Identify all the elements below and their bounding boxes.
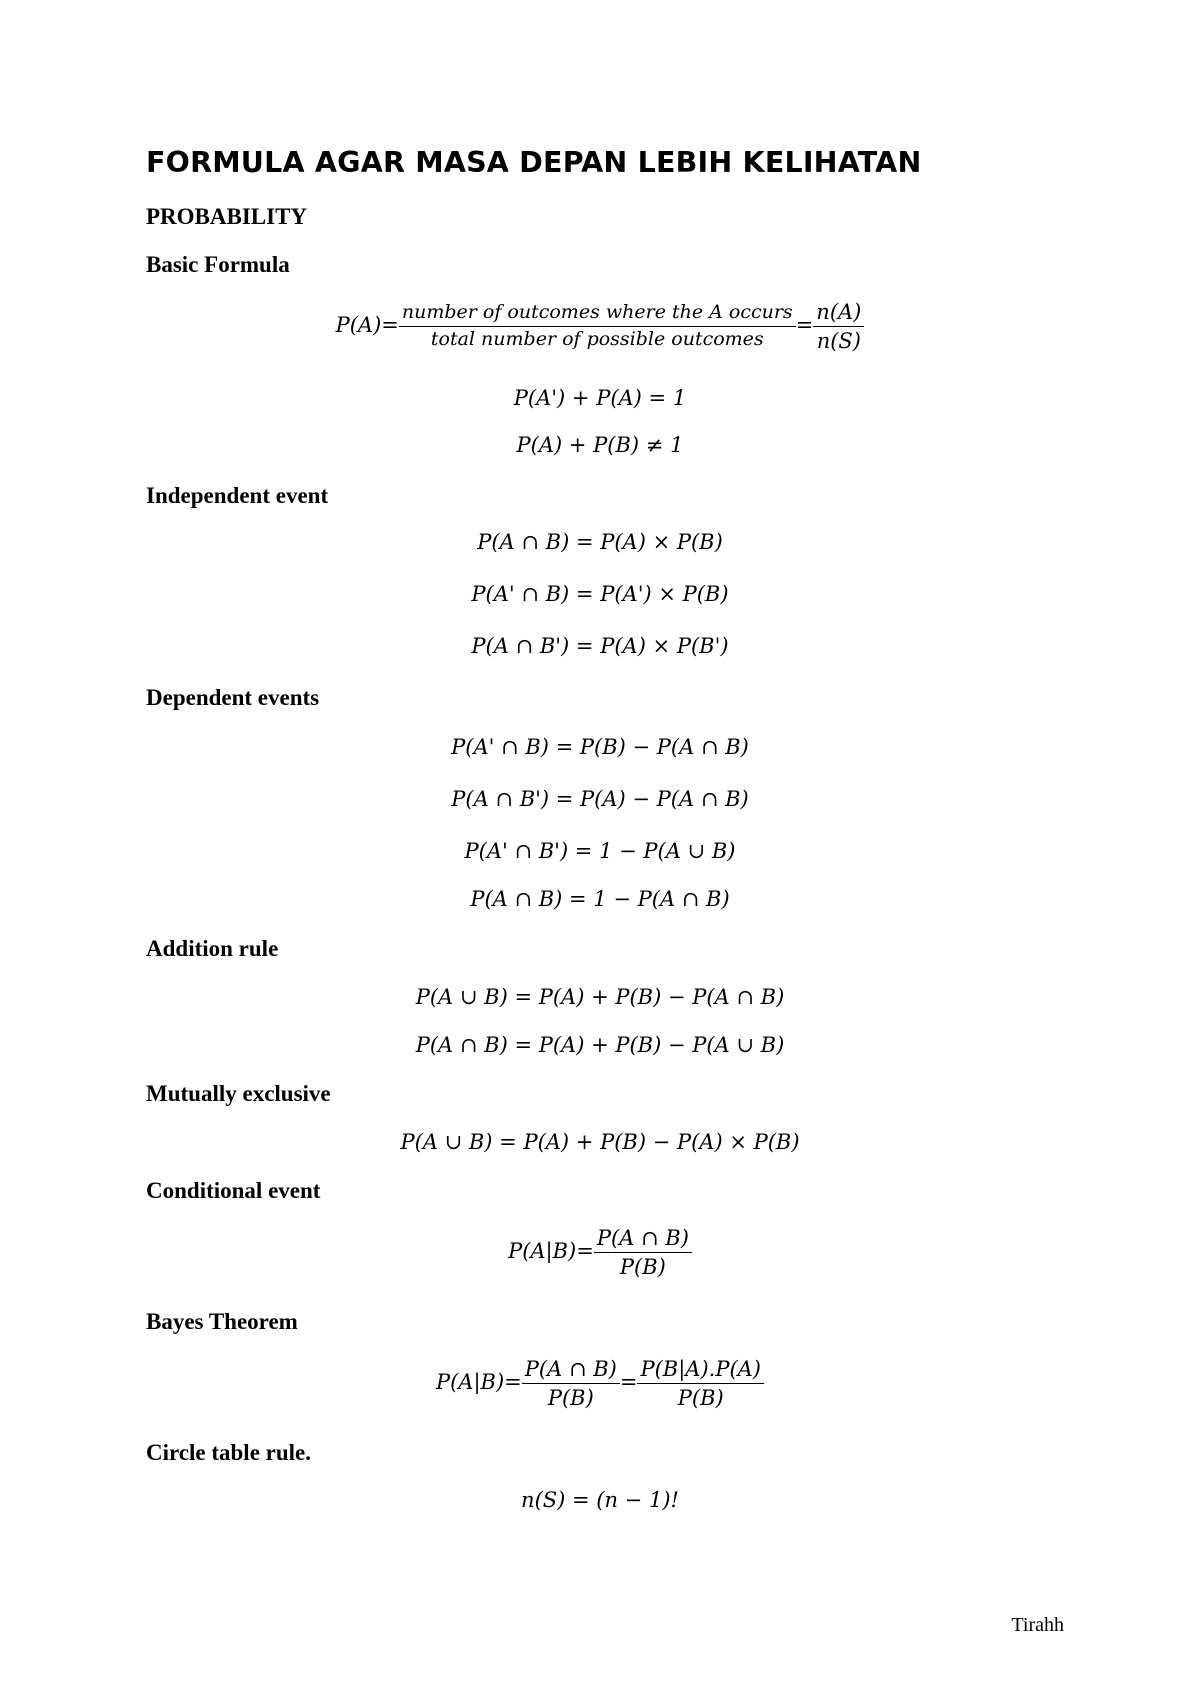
circle-table-heading: Circle table rule.	[146, 1440, 311, 1465]
fraction-denominator: P(B)	[547, 1386, 594, 1411]
fraction-numerator: P(A ∩ B)	[594, 1226, 692, 1253]
fraction-counts	[813, 300, 864, 353]
mutually-exclusive-heading: Mutually exclusive	[146, 1081, 331, 1106]
independent-heading: Independent event	[146, 483, 329, 508]
bayes-heading: Bayes Theorem	[146, 1309, 298, 1334]
fraction-denominator: P(B)	[619, 1255, 666, 1280]
footer-author: Tirahh	[1011, 1614, 1064, 1636]
fraction-outcomes	[399, 302, 796, 351]
fraction-numerator: n(A)	[813, 300, 864, 327]
fraction-numerator: P(B|A).P(A)	[637, 1357, 764, 1384]
dependent-equation-2: P(A ∩ B') = P(A) − P(A ∩ B)	[451, 787, 749, 811]
independent-equation-1: P(A ∩ B) = P(A) × P(B)	[477, 530, 723, 554]
addition-equation-2: P(A ∩ B) = P(A) + P(B) − P(A ∪ B)	[415, 1033, 785, 1057]
dependent-equation-4: P(A ∩ B) = 1 − P(A ∩ B)	[470, 887, 730, 911]
fraction-denominator: total number of possible outcomes	[430, 328, 764, 351]
complement-equation: P(A') + P(A) = 1	[513, 386, 687, 410]
conditional-equation	[0, 1226, 1200, 1279]
eq-lhs: P(A)=	[335, 313, 399, 338]
equals-sign: =	[795, 313, 814, 338]
bayes-fraction-1	[522, 1357, 620, 1410]
conditional-heading: Conditional event	[146, 1178, 321, 1203]
dependent-equation-1: P(A' ∩ B) = P(B) − P(A ∩ B)	[451, 735, 749, 759]
equals-sign: =	[619, 1370, 638, 1395]
eq-lhs: P(A|B)=	[435, 1370, 522, 1395]
independent-equation-3: P(A ∩ B') = P(A) × P(B')	[471, 634, 729, 658]
dependent-heading: Dependent events	[146, 685, 320, 710]
basic-formula-equation	[0, 300, 1200, 353]
sum-not-one-equation: P(A) + P(B) ≠ 1	[516, 433, 684, 457]
mutually-exclusive-equation: P(A ∪ B) = P(A) + P(B) − P(A) × P(B)	[400, 1130, 800, 1154]
bayes-fraction-2	[637, 1357, 764, 1410]
fraction-denominator: P(B)	[677, 1386, 724, 1411]
bayes-equation	[0, 1357, 1200, 1410]
addition-equation-1: P(A ∪ B) = P(A) + P(B) − P(A ∩ B)	[415, 985, 785, 1009]
conditional-fraction	[594, 1226, 692, 1279]
fraction-numerator: P(A ∩ B)	[522, 1357, 620, 1384]
independent-equation-2: P(A' ∩ B) = P(A') × P(B)	[471, 582, 729, 606]
addition-heading: Addition rule	[146, 936, 279, 961]
eq-lhs: P(A|B)=	[508, 1239, 594, 1264]
circle-table-equation: n(S) = (n − 1)!	[521, 1488, 679, 1512]
subject-heading: PROBABILITY	[146, 204, 308, 229]
dependent-equation-3: P(A' ∩ B') = 1 − P(A ∪ B)	[464, 839, 736, 863]
fraction-numerator: number of outcomes where the A occurs	[399, 302, 796, 327]
basic-formula-heading: Basic Formula	[146, 252, 290, 277]
document-title: FORMULA AGAR MASA DEPAN LEBIH KELIHATAN	[146, 146, 922, 179]
fraction-denominator: n(S)	[816, 329, 861, 354]
